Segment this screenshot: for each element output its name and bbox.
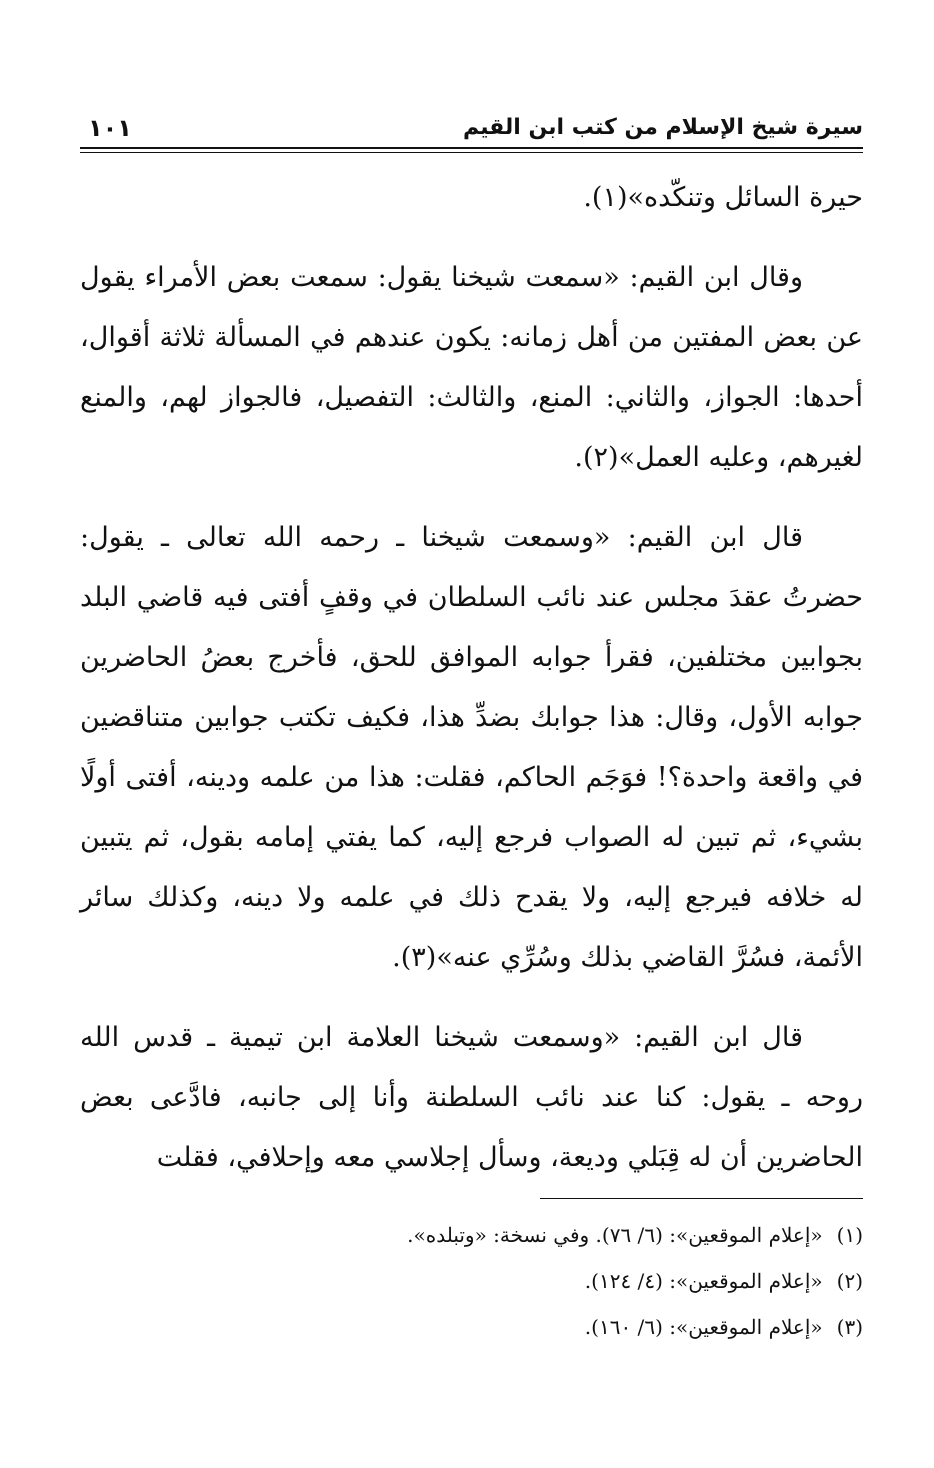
page-header bbox=[80, 112, 863, 144]
footnote-number: (٢) bbox=[836, 1269, 863, 1293]
header-rule-thin bbox=[80, 152, 863, 153]
footnote-text: «إعلام الموقعين»: (٦/ ٧٦). وفي نسخة: «وتبلده». bbox=[407, 1223, 823, 1247]
paragraph: وقال ابن القيم: «سمعت شيخنا يقول: سمعت بعض الأمراء يقول عن بعض المفتين من أهل زمانه: يكون عندهم في المسألة ثلاثة أقوال، أحدها: الجواز، والثاني: المنع، والثالث: التفصيل، فالجواز لهم، والمنع لغيرهم، وعليه العمل»(٢). bbox=[80, 262, 863, 473]
paragraph: قال ابن القيم: «وسمعت شيخنا العلامة ابن تيمية ـ قدس الله روحه ـ يقول: كنا عند نائب السلطنة وأنا إلى جانبه، فادَّعى بعض الحاضرين أن له قِبَلي وديعة، وسأل إجلاسي معه وإحلافي، فقلت bbox=[80, 1022, 863, 1173]
footnote bbox=[80, 1304, 863, 1350]
footnote-number: (١) bbox=[836, 1223, 863, 1247]
header-rule bbox=[80, 147, 863, 149]
footnotes bbox=[80, 1212, 863, 1350]
page-number: ١٠١ bbox=[88, 114, 132, 142]
footnote bbox=[80, 1258, 863, 1304]
footnote-text: «إعلام الموقعين»: (٦/ ١٦٠). bbox=[584, 1315, 823, 1339]
footnote-text: «إعلام الموقعين»: (٤/ ١٢٤). bbox=[584, 1269, 823, 1293]
main-text bbox=[80, 168, 863, 1188]
footnote-rule bbox=[540, 1198, 863, 1199]
footnote bbox=[80, 1212, 863, 1258]
paragraph: قال ابن القيم: «وسمعت شيخنا ـ رحمه الله تعالى ـ يقول: حضرتُ عقدَ مجلس عند نائب السلطان في وقفٍ أفتى فيه قاضي البلد بجوابين مختلفين، فقرأ جوابه الموافق للحق، فأخرج بعضُ الحاضرين جوابه الأول، وقال: هذا جوابك بضدِّ هذا، فكيف تكتب جوابين متناقضين في واقعة واحدة؟! فوَجَم الحاكم، فقلت: هذا من علمه ودينه، أفتى أولًا بشيء، ثم تبين له الصواب فرجع إليه، كما يفتي إمامه بقول، ثم يتبين له خلافه فيرجع إليه، ولا يقدح ذلك في علمه ولا دينه، وكذلك سائر الأئمة، فسُرَّ القاضي بذلك وسُرِّي عنه»(٣). bbox=[80, 522, 863, 973]
footnote-number: (٣) bbox=[836, 1315, 863, 1339]
paragraph: حيرة السائل وتنكّده»(١). bbox=[583, 182, 863, 213]
running-title: سيرة شيخ الإسلام من كتب ابن القيم bbox=[462, 115, 863, 140]
